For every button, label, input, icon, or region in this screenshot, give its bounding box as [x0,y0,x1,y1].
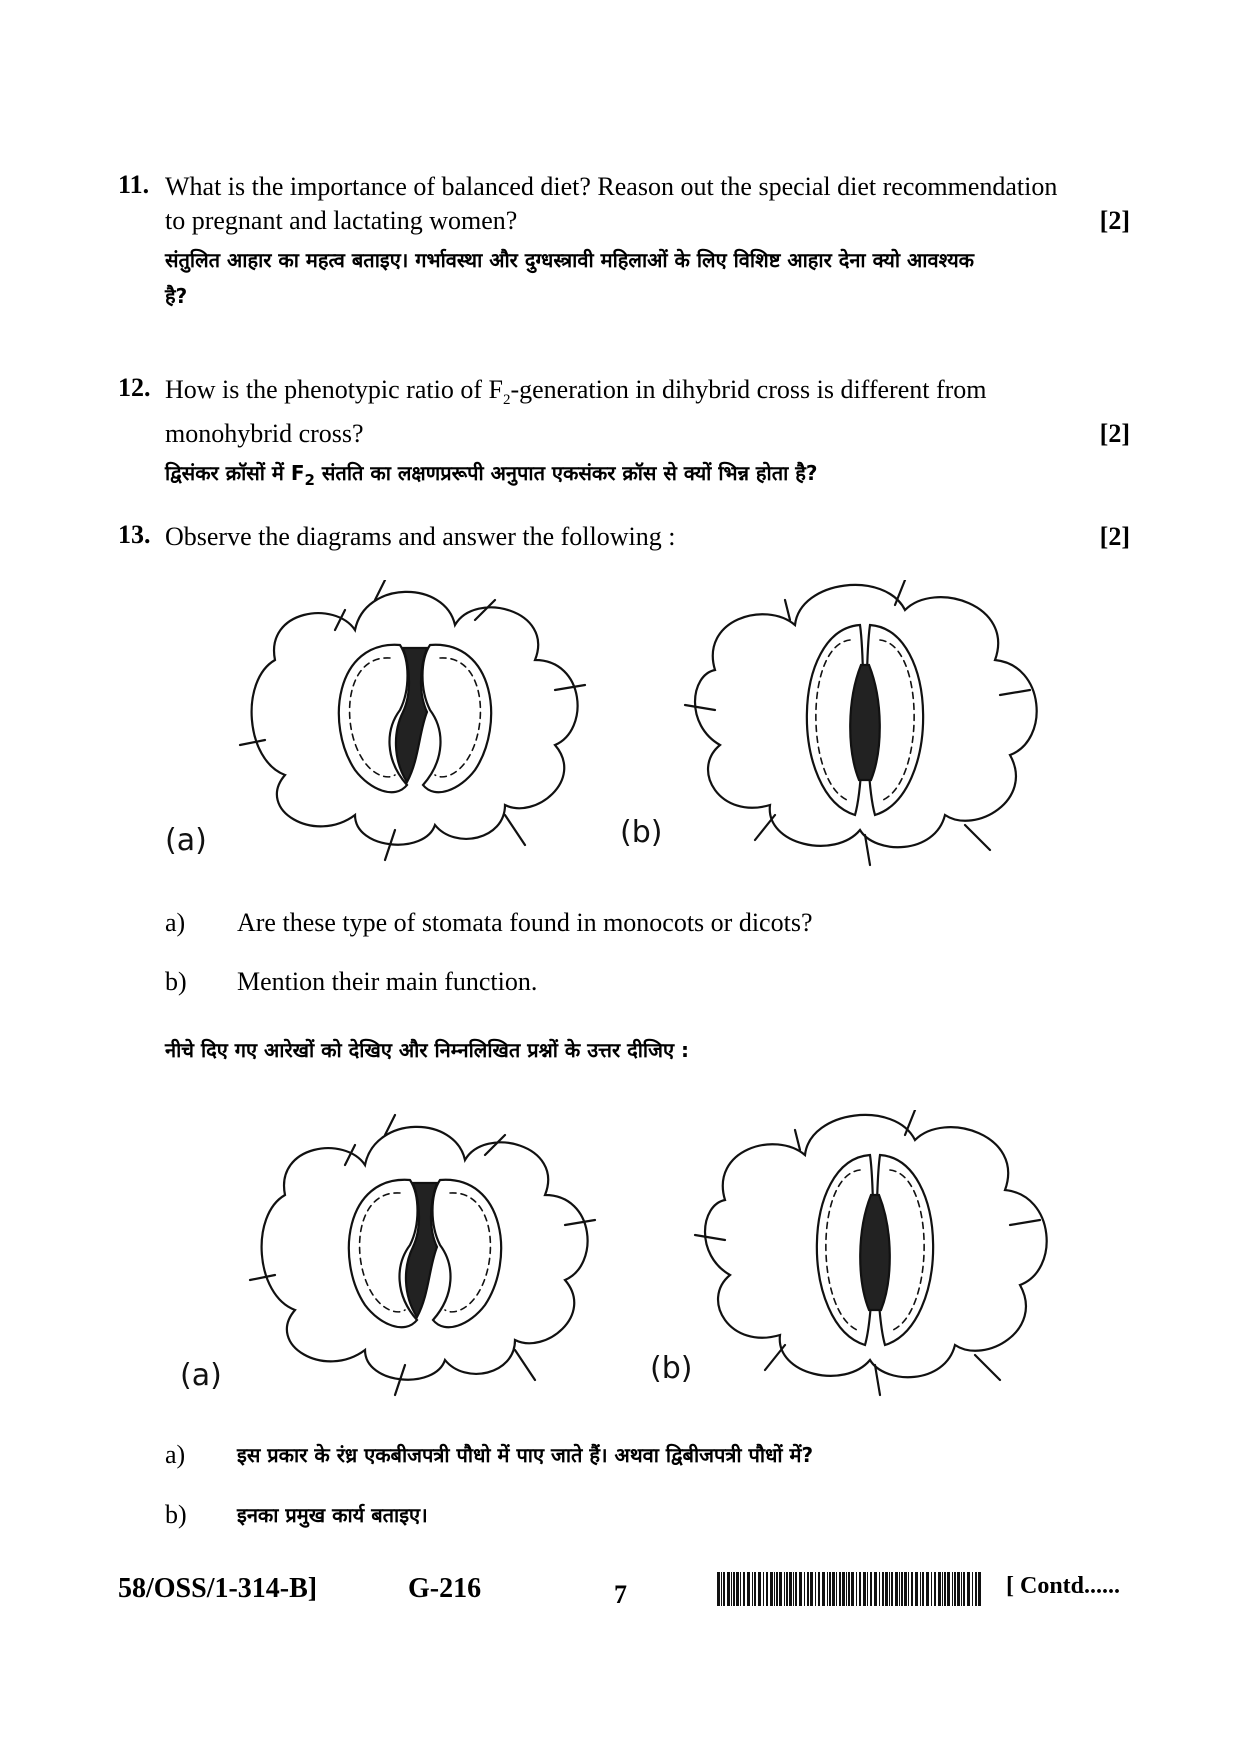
barcode-bar [931,1572,932,1606]
barcode-bar [832,1572,835,1606]
barcode-bar [952,1572,953,1606]
barcode-bar [810,1572,813,1606]
barcode-bar [822,1572,825,1606]
barcode-bar [889,1572,890,1606]
barcode-bar [776,1572,778,1606]
barcode-bar [721,1572,722,1606]
barcode-bar [829,1572,831,1606]
stomata-diagrams-en [165,580,1055,900]
diagram-label-b: (b) [650,1351,693,1386]
question-text-hi-line2: है? [165,284,188,308]
barcode-bar [754,1572,756,1606]
subscript: 2 [502,392,511,409]
barcode-bar [839,1572,841,1606]
barcode-bar [846,1572,847,1606]
barcode-bar [736,1572,739,1606]
barcode-bar [863,1572,866,1606]
marks: [2] [1099,522,1130,551]
barcode-bar [920,1572,921,1606]
barcode-bar [904,1572,907,1606]
sub-question-b-hi: b) इनका प्रमुख कार्य बताइए। [165,1500,428,1529]
question-text-en-line2: monohybrid cross? [2] [165,417,1130,451]
barcode-bar [795,1572,797,1606]
diagram-label-a: (a) [180,1358,222,1393]
barcode-bar [882,1572,884,1606]
footer-paper-code: 58/OSS/1-314-B] [118,1573,318,1604]
barcode-bar [752,1572,753,1606]
barcode-bar [972,1572,973,1606]
barcode-bar [859,1572,861,1606]
barcode-bar [922,1572,924,1606]
barcode-bar [856,1572,857,1606]
barcode-bar [870,1572,872,1606]
barcode-bar [874,1572,877,1606]
barcode-bar [851,1572,854,1606]
barcode-bar [733,1572,735,1606]
stomata-diagrams-hi [175,1110,1065,1430]
question-11 [118,170,1130,314]
question-13 [118,520,1130,554]
question-text-en: Observe the diagrams and answer the following : [2] [165,520,1130,554]
barcode-bar [911,1572,913,1606]
sub-question-a-hi: a) इस प्रकार के रंध्र एकबीजपत्री पौधो में पाए जाते हैं। अथवा द्विबीजपत्री पौधों में? [165,1440,814,1469]
barcode-bar [804,1572,805,1606]
barcode-bar [784,1572,785,1606]
barcode-bar [774,1572,775,1606]
barcode-bar [743,1572,745,1606]
stoma-kidney-diagram-a [250,1115,595,1395]
barcode-bar [758,1572,761,1606]
barcode-bar [926,1572,929,1606]
barcode-bar [908,1572,909,1606]
barcode-bar [891,1572,893,1606]
footer-contd: [ Contd...... [1006,1573,1121,1599]
barcode-bar [885,1572,888,1606]
barcode-bar [766,1572,768,1606]
barcode-bar [740,1572,741,1606]
diagram-label-b: (b) [620,815,663,850]
barcode-bar [901,1572,903,1606]
barcode-bar [717,1572,720,1606]
barcode-bar [727,1572,730,1606]
barcode-bar [967,1572,970,1606]
barcode-bar [815,1572,816,1606]
question-text-en-line1: How is the phenotypic ratio of $F_2$-generation in dihybrid cross is different from [165,375,987,409]
barcode-bar [793,1572,794,1606]
sub-question-b-en: b) Mention their main function. [165,967,538,996]
barcode-bar [789,1572,792,1606]
question-12 [118,373,1130,498]
barcode-bar [867,1572,868,1606]
barcode-bar [942,1572,943,1606]
barcode-bar [747,1572,750,1606]
marks: [2] [1099,206,1130,235]
barcode-bar [848,1572,850,1606]
barcode-bar [944,1572,946,1606]
question-text-en-line1: What is the importance of balanced diet? Reason out the special diet recommendation [165,172,1058,201]
barcode-bar [786,1572,788,1606]
barcode-bar [899,1572,900,1606]
stoma-kidney-diagram-a [240,580,585,860]
question-13-text-hi: नीचे दिए गए आरेखों को देखिए और निम्नलिखित प्रश्नों के उत्तर दीजिए : [165,1038,689,1062]
barcode-bar [763,1572,764,1606]
barcode-bar [938,1572,941,1606]
barcode-bar [827,1572,828,1606]
barcode-bar [978,1572,981,1606]
barcode-bar [915,1572,918,1606]
question-text-en-line2: to pregnant and lactating women? [2] [165,204,1130,238]
barcode-bar [818,1572,820,1606]
marks: [2] [1099,419,1130,449]
barcode-bar [895,1572,898,1606]
barcode-bar [836,1572,837,1606]
diagram-label-a: (a) [165,823,207,858]
barcode-bar [957,1572,960,1606]
barcode-bar [770,1572,773,1606]
barcode-bar [934,1572,936,1606]
barcode-bar [975,1572,977,1606]
footer-series: G-216 [408,1573,482,1604]
barcode [717,1572,985,1606]
question-text-hi: द्विसंकर क्रॉसों में $F_2$ संतति का लक्षणप्ररूपी अनुपात एकसंकर क्रॉस से क्यों भिन्न होता है? [165,461,818,490]
stoma-oval-diagram-b [685,580,1037,865]
barcode-bar [963,1572,965,1606]
barcode-bar [799,1572,802,1606]
question-number: 12. [118,373,151,402]
question-number: 11. [118,170,150,199]
sub-question-a-en: a) Are these type of stomata found in monocots or dicots? [165,908,813,937]
barcode-bar [954,1572,956,1606]
question-text-hi-line1: संतुलित आहार का महत्व बताइए। गर्भावस्था और दुग्धस्त्रावी महिलाओं के लिए विशिष्ट आहार देना क्यो आवश्यक [165,248,975,272]
stoma-oval-diagram-b [695,1110,1047,1395]
barcode-bar [779,1572,782,1606]
page-number: 7 [614,1580,627,1609]
barcode-bar [807,1572,809,1606]
barcode-bar [961,1572,962,1606]
barcode-bar [879,1572,880,1606]
barcode-bar [947,1572,950,1606]
question-number: 13. [118,520,151,549]
barcode-bar [731,1572,732,1606]
barcode-bar [842,1572,845,1606]
barcode-bar [723,1572,725,1606]
